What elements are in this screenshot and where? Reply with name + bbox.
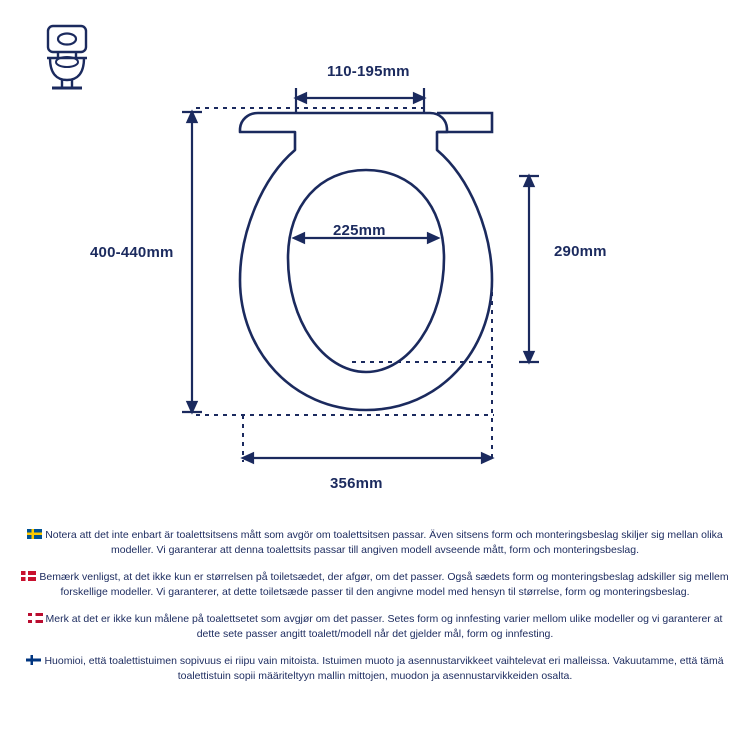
flag-finland: [26, 655, 41, 665]
flag-norway: [28, 613, 43, 623]
note-fi: [0, 654, 750, 683]
note-text-fi: Huomioi, että toalettistuimen sopivuus ei riipu vain mitoista. Istuimen muoto ja asennustarvikkeet vaihtelevat eri malleissa. Vakuutamme, että tämä toalettistuin sopii määriteltyyn mallin mittojen, muodon ja asennustarvikkeiden osalta.: [44, 655, 724, 682]
dimension-label-inner-height: 290mm: [554, 243, 607, 260]
note-da: [0, 570, 750, 599]
dimension-label-height-left: 400-440mm: [90, 244, 174, 261]
dimension-label-inner-width: 225mm: [333, 222, 386, 239]
dimension-width-bottom: [243, 454, 492, 463]
flag-sweden: [27, 529, 42, 539]
note-text-sv: Notera att det inte enbart är toalettsitsens mått som avgör om toalettsitsen passar. Även sitsens form och monteringsbeslag skiljer sig mellan olika modeller. Vi garanterar att denna toalettsits passar till angiven modell avseende mått, form och monteringsbeslag.: [45, 529, 723, 556]
dimension-label-width-bottom: 356mm: [330, 475, 383, 492]
flag-denmark: [21, 571, 36, 581]
toilet-icon: [47, 26, 87, 88]
note-text-no: Merk at det er ikke kun målene på toalettsetet som avgjør om det passer. Setes form og innfesting varier mellom ulike modeller og vi garanterer at dette sete passer angitt toalett/modell når det gjelder mål, form og innfesting.: [45, 613, 723, 640]
dimension-label-width-top: 110-195mm: [327, 63, 410, 80]
seat-outline: [240, 113, 492, 410]
dimension-height-left: [182, 112, 202, 412]
dimension-inner-height: [519, 176, 539, 362]
notes-section: [0, 528, 750, 696]
note-no: [0, 612, 750, 641]
note-sv: [0, 528, 750, 557]
seat-inner-opening: [288, 170, 444, 372]
note-text-da: Bemærk venligst, at det ikke kun er størrelsen på toiletsædet, der afgør, om det passer. Også sædets form og monteringsbeslag adskiller sig mellem forskellige modeller. Vi garanterer, at dette toiletsæde passer til den angivne model med hensyn til størrelse, form og monteringsbeslag.: [39, 571, 729, 598]
